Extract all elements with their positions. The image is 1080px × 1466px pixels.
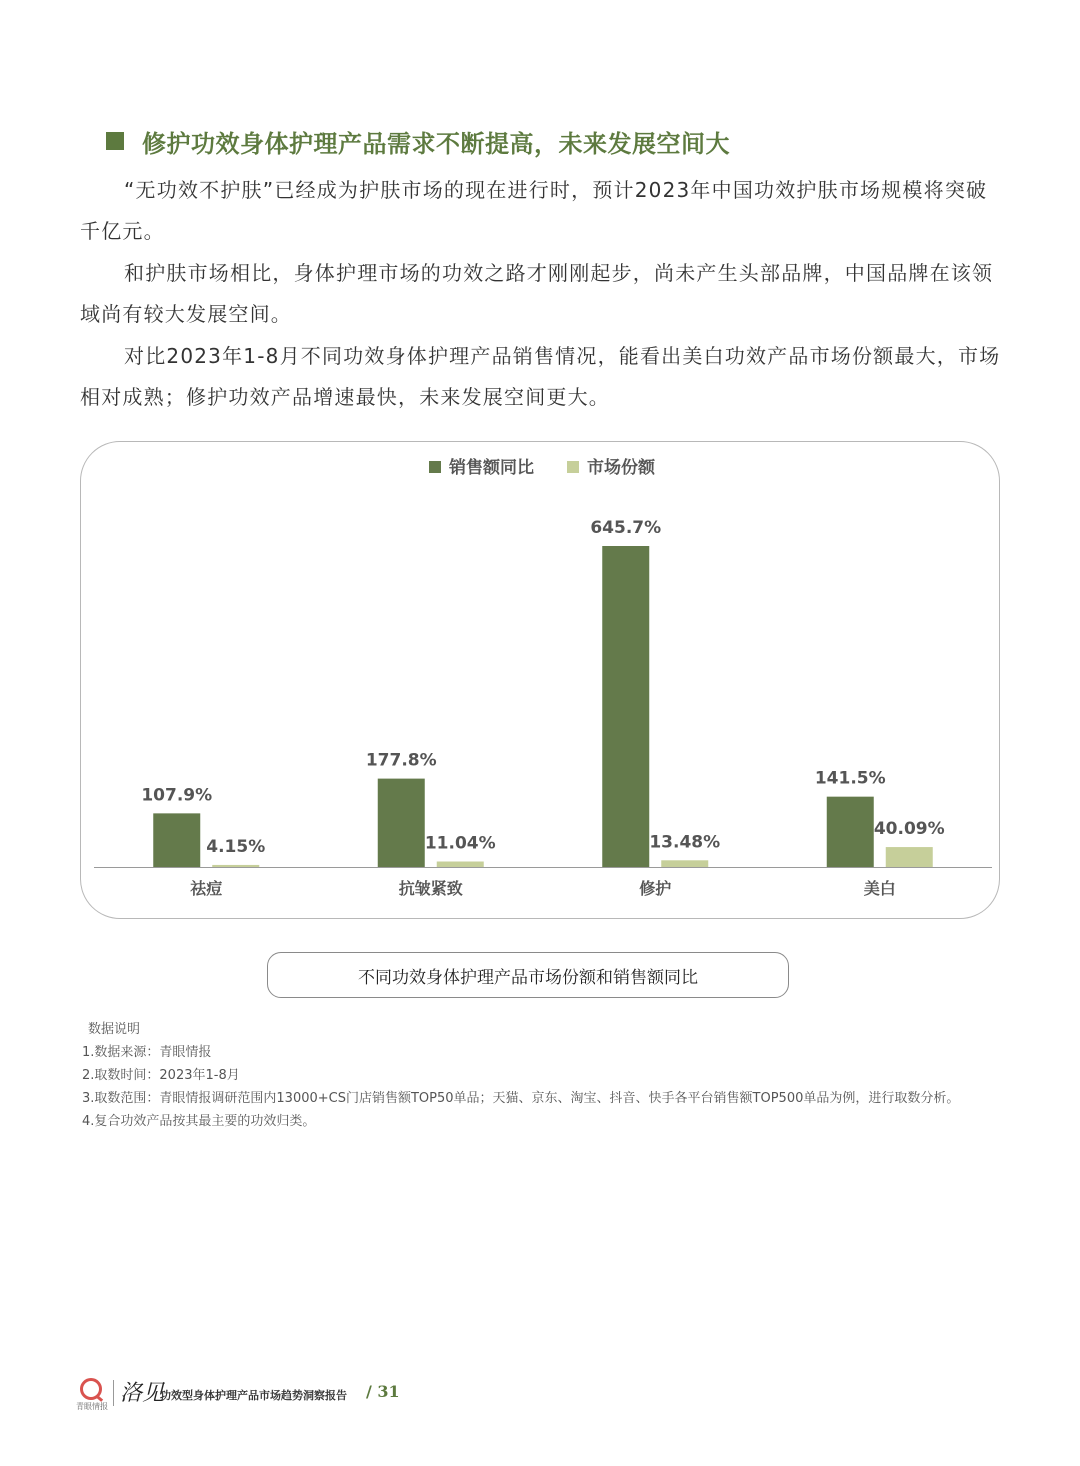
bar-chart xyxy=(81,442,1001,920)
data-label: 11.04% xyxy=(424,833,496,854)
qingyan-logo-icon xyxy=(80,1378,102,1400)
x-tick-label: 祛痘 xyxy=(190,879,223,898)
data-label: 177.8% xyxy=(365,750,437,771)
legend-swatch-2 xyxy=(567,461,579,473)
bar-sales-yoy xyxy=(378,779,425,867)
title-square-icon xyxy=(106,132,124,150)
legend-label-2: 市场份额 xyxy=(587,458,655,478)
data-label: 4.15% xyxy=(206,836,266,857)
notes-title: 数据说明 xyxy=(88,1022,141,1037)
bar-sales-yoy xyxy=(153,813,200,867)
data-label: 40.09% xyxy=(873,819,945,840)
section-title-text: 修护功效身体护理产品需求不断提高，未来发展空间大 xyxy=(142,129,730,158)
chart-frame xyxy=(80,441,1000,919)
bar-sales-yoy xyxy=(602,546,649,867)
footer-report-title: 功效型身体护理产品市场趋势洞察报告 xyxy=(160,1389,347,1402)
page-footer xyxy=(76,1376,676,1412)
data-label: 141.5% xyxy=(814,768,886,789)
chart-caption-text: 不同功效身体护理产品市场份额和销售额同比 xyxy=(358,967,698,988)
chart-caption xyxy=(267,952,789,998)
paragraph-2: 和护肤市场相比，身体护理市场的功效之路才刚刚起步，尚未产生头部品牌，中国品牌在该领域尚有较大发展空间。 xyxy=(80,261,994,326)
bar-market-share xyxy=(212,865,259,867)
x-tick-label: 修护 xyxy=(639,879,672,898)
note-item: 1.数据来源：青眼情报 xyxy=(82,1045,212,1060)
x-tick-label: 抗皱紧致 xyxy=(398,879,463,898)
data-label: 645.7% xyxy=(590,518,662,538)
paragraph-1: “无功效不护肤”已经成为护肤市场的现在进行时，预计2023年中国功效护肤市场规模将突破千亿元。 xyxy=(80,178,988,243)
data-notes xyxy=(82,1018,1002,1133)
legend-swatch-1 xyxy=(429,461,441,473)
paragraph-3: 对比2023年1-8月不同功效身体护理产品销售情况，能看出美白功效产品市场份额最大，市场相对成熟；修护功效产品增速最快，未来发展空间更大。 xyxy=(80,344,1001,409)
note-item: 3.取数范围：青眼情报调研范围内13000+CS门店销售额TOP50单品；天猫、京东、淘宝、抖音、快手各平台销售额TOP500单品为例，进行取数分析。 xyxy=(82,1091,960,1106)
qingyan-logo-text: 青眼情报 xyxy=(76,1402,108,1411)
note-item: 2.取数时间：2023年1-8月 xyxy=(82,1068,240,1083)
page-number: / 31 xyxy=(366,1382,400,1401)
bar-market-share xyxy=(886,847,933,867)
luojian-logo: 洛见 xyxy=(120,1381,165,1406)
bar-market-share xyxy=(437,862,484,867)
bar-market-share xyxy=(661,860,708,867)
data-label: 13.48% xyxy=(649,832,721,853)
data-label: 107.9% xyxy=(141,785,213,806)
bar-sales-yoy xyxy=(827,797,874,867)
note-item: 4.复合功效产品按其最主要的功效归类。 xyxy=(82,1114,316,1129)
x-tick-label: 美白 xyxy=(863,879,896,898)
footer-divider xyxy=(113,1380,114,1406)
legend-label-1: 销售额同比 xyxy=(449,458,534,478)
section-title xyxy=(106,124,730,158)
